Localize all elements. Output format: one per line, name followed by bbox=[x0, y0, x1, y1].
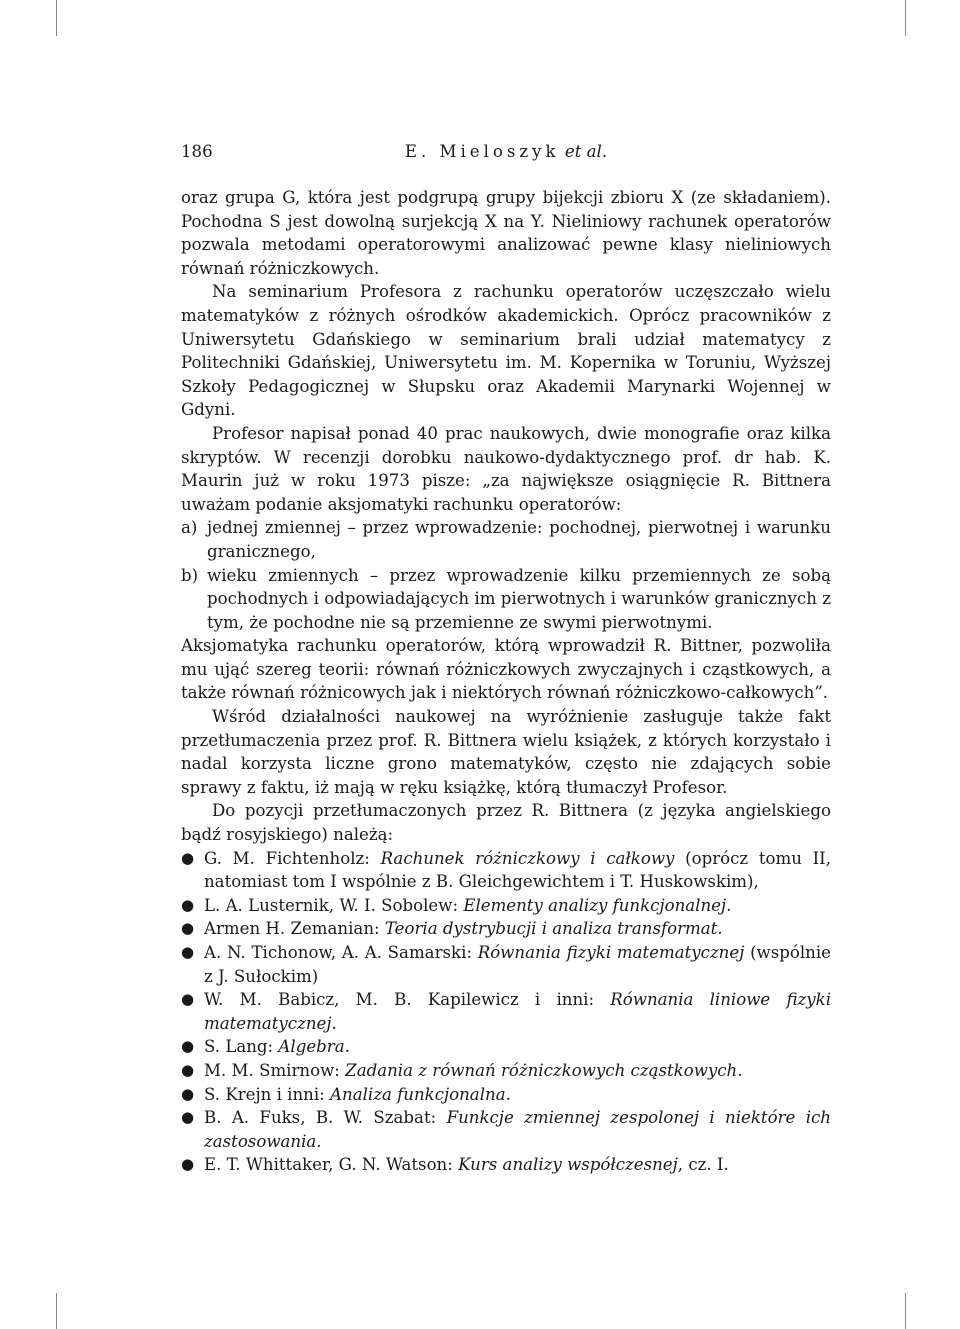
book-list bbox=[181, 847, 831, 1177]
book-authors: L. A. Lusternik, W. I. Sobolew: bbox=[204, 895, 464, 915]
list-item bbox=[181, 1153, 831, 1177]
list-item bbox=[181, 1083, 831, 1107]
list-item bbox=[181, 1059, 831, 1083]
book-title: Zadania z równań różniczkowych cząstkowych. bbox=[345, 1060, 743, 1080]
book-title: Równania fizyki matematycznej bbox=[477, 943, 745, 962]
bullet-icon: ● bbox=[181, 990, 195, 1009]
book-authors: E. T. Whittaker, G. N. Watson: bbox=[204, 1155, 459, 1175]
book-authors: M. M. Smirnow: bbox=[204, 1060, 346, 1080]
book-title: Kurs analizy współczesnej bbox=[458, 1155, 678, 1175]
book-authors: Armen H. Zemanian: bbox=[204, 919, 385, 939]
book-title: Równania liniowe fizyki matematycznej. bbox=[204, 990, 832, 1033]
enum-item bbox=[181, 564, 831, 635]
book-authors: S. Krejn i inni: bbox=[204, 1084, 331, 1104]
list-item bbox=[181, 1106, 831, 1153]
list-item bbox=[181, 847, 831, 894]
enum-text: jednej zmiennej – przez wprowadzenie: pochodnej, pierwotnej i warunku granicznego, bbox=[207, 518, 831, 561]
bullet-icon: ● bbox=[181, 1155, 195, 1174]
book-authors: S. Lang: bbox=[204, 1037, 279, 1057]
book-title: Funkcje zmiennej zespolonej i niektóre ich zastosowania. bbox=[204, 1108, 831, 1151]
bullet-icon: ● bbox=[181, 895, 195, 914]
book-title: Rachunek różniczkowy i całkowy bbox=[380, 848, 675, 868]
enum-label: b) bbox=[181, 565, 199, 585]
list-item bbox=[181, 1035, 831, 1059]
bullet-icon: ● bbox=[181, 1108, 195, 1127]
paragraph: Na seminarium Profesora z rachunku operatorów uczęszczało wielu matematyków z różnych ośrodków akademickich. Oprócz pracowników z Uniwersytetu Gdańskiego w seminarium brali udział matematycy z Politechniki Gdańskiej, Uniwersytetu im. M. Kopernika w Toruniu, Wyższej Szkoły Pedagogicznej w Słupsku oraz Akademii Marynarki Wojennej w Gdyni. bbox=[181, 282, 831, 420]
book-title: Teoria dystrybucji i analiza transformat. bbox=[384, 919, 723, 939]
book-note: , cz. I. bbox=[677, 1155, 729, 1175]
book-authors: B. A. Fuks, B. W. Szabat: bbox=[204, 1108, 447, 1128]
list-item bbox=[181, 894, 831, 918]
paragraph: oraz grupa G, która jest podgrupą grupy bijekcji zbioru X (ze składaniem). Pochodna S jest dowolną surjekcją X na Y. Nieliniowy rachunek operatorów pozwala metodami operatorowymi analizować pewne klasy nieliniowych równań różniczkowych. bbox=[181, 188, 831, 278]
bullet-icon: ● bbox=[181, 1037, 195, 1056]
header-author: E. Mieloszyk bbox=[404, 142, 560, 161]
running-title bbox=[241, 140, 771, 164]
list-item bbox=[181, 988, 831, 1035]
book-title: Algebra. bbox=[278, 1037, 350, 1057]
page-body bbox=[181, 140, 831, 1177]
paragraph: Do pozycji przetłumaczonych przez R. Bittnera (z języka angielskiego bądź rosyjskiego) należą: bbox=[181, 801, 831, 845]
bullet-icon: ● bbox=[181, 1060, 195, 1079]
book-note: (oprócz tomu II, natomiast tom I wspólnie z B. Gleichgewichtem i T. Huskowskim), bbox=[204, 848, 832, 892]
list-item bbox=[181, 917, 831, 941]
book-title: Analiza funkcjonalna. bbox=[330, 1084, 511, 1104]
paragraph: Wśród działalności naukowej na wyróżnienie zasługuje także fakt przetłumaczenia przez prof. R. Bittnera wielu książek, z których korzystało i nadal korzysta liczne grono matematyków, często nie zdających sobie sprawy z faktu, iż mają w ręku książkę, którą tłumaczył Profesor. bbox=[181, 707, 831, 797]
page-number: 186 bbox=[181, 142, 213, 161]
enum-item bbox=[181, 516, 831, 563]
crop-mark bbox=[56, 1293, 57, 1329]
crop-mark bbox=[56, 0, 57, 36]
paragraph: Profesor napisał ponad 40 prac naukowych, dwie monografie oraz kilka skryptów. W recenzji dorobku naukowo-dydaktycznego prof. dr hab. K. Maurin już w roku 1973 pisze: „za największe osiągnięcie R. Bittnera uważam podanie aksjomatyki rachunku operatorów: bbox=[181, 423, 831, 514]
running-header bbox=[181, 140, 831, 164]
paragraph: Aksjomatyka rachunku operatorów, którą wprowadził R. Bittner, pozwoliła mu ująć szereg teorii: równań różniczkowych zwyczajnych i cząstkowych, a także równań różnicowych jak i niektórych równań różniczkowo-całkowych”. bbox=[181, 636, 831, 703]
bullet-icon: ● bbox=[181, 1084, 195, 1103]
crop-mark bbox=[905, 0, 906, 36]
book-authors: W. M. Babicz, M. B. Kapilewicz i inni: bbox=[204, 990, 611, 1010]
enum-text: wieku zmiennych – przez wprowadzenie kilku przemiennych ze sobą pochodnych i odpowiadających im pierwotnych i warunków granicznych z tym, że pochodne nie są przemienne ze swymi pierwotnymi. bbox=[207, 565, 831, 632]
bullet-icon: ● bbox=[181, 943, 195, 961]
bullet-icon: ● bbox=[181, 848, 195, 867]
book-title: Elementy analizy funkcjonalnej. bbox=[463, 895, 732, 915]
crop-mark bbox=[905, 1293, 906, 1329]
bullet-icon: ● bbox=[181, 919, 195, 938]
book-note: (wspólnie z J. Sułockim) bbox=[204, 943, 831, 986]
book-authors: G. M. Fichtenholz: bbox=[204, 848, 381, 868]
header-etal: et al. bbox=[564, 142, 608, 161]
book-authors: A. N. Tichonow, A. A. Samarski: bbox=[204, 943, 478, 962]
list-item bbox=[181, 941, 831, 988]
enum-label: a) bbox=[181, 518, 198, 538]
